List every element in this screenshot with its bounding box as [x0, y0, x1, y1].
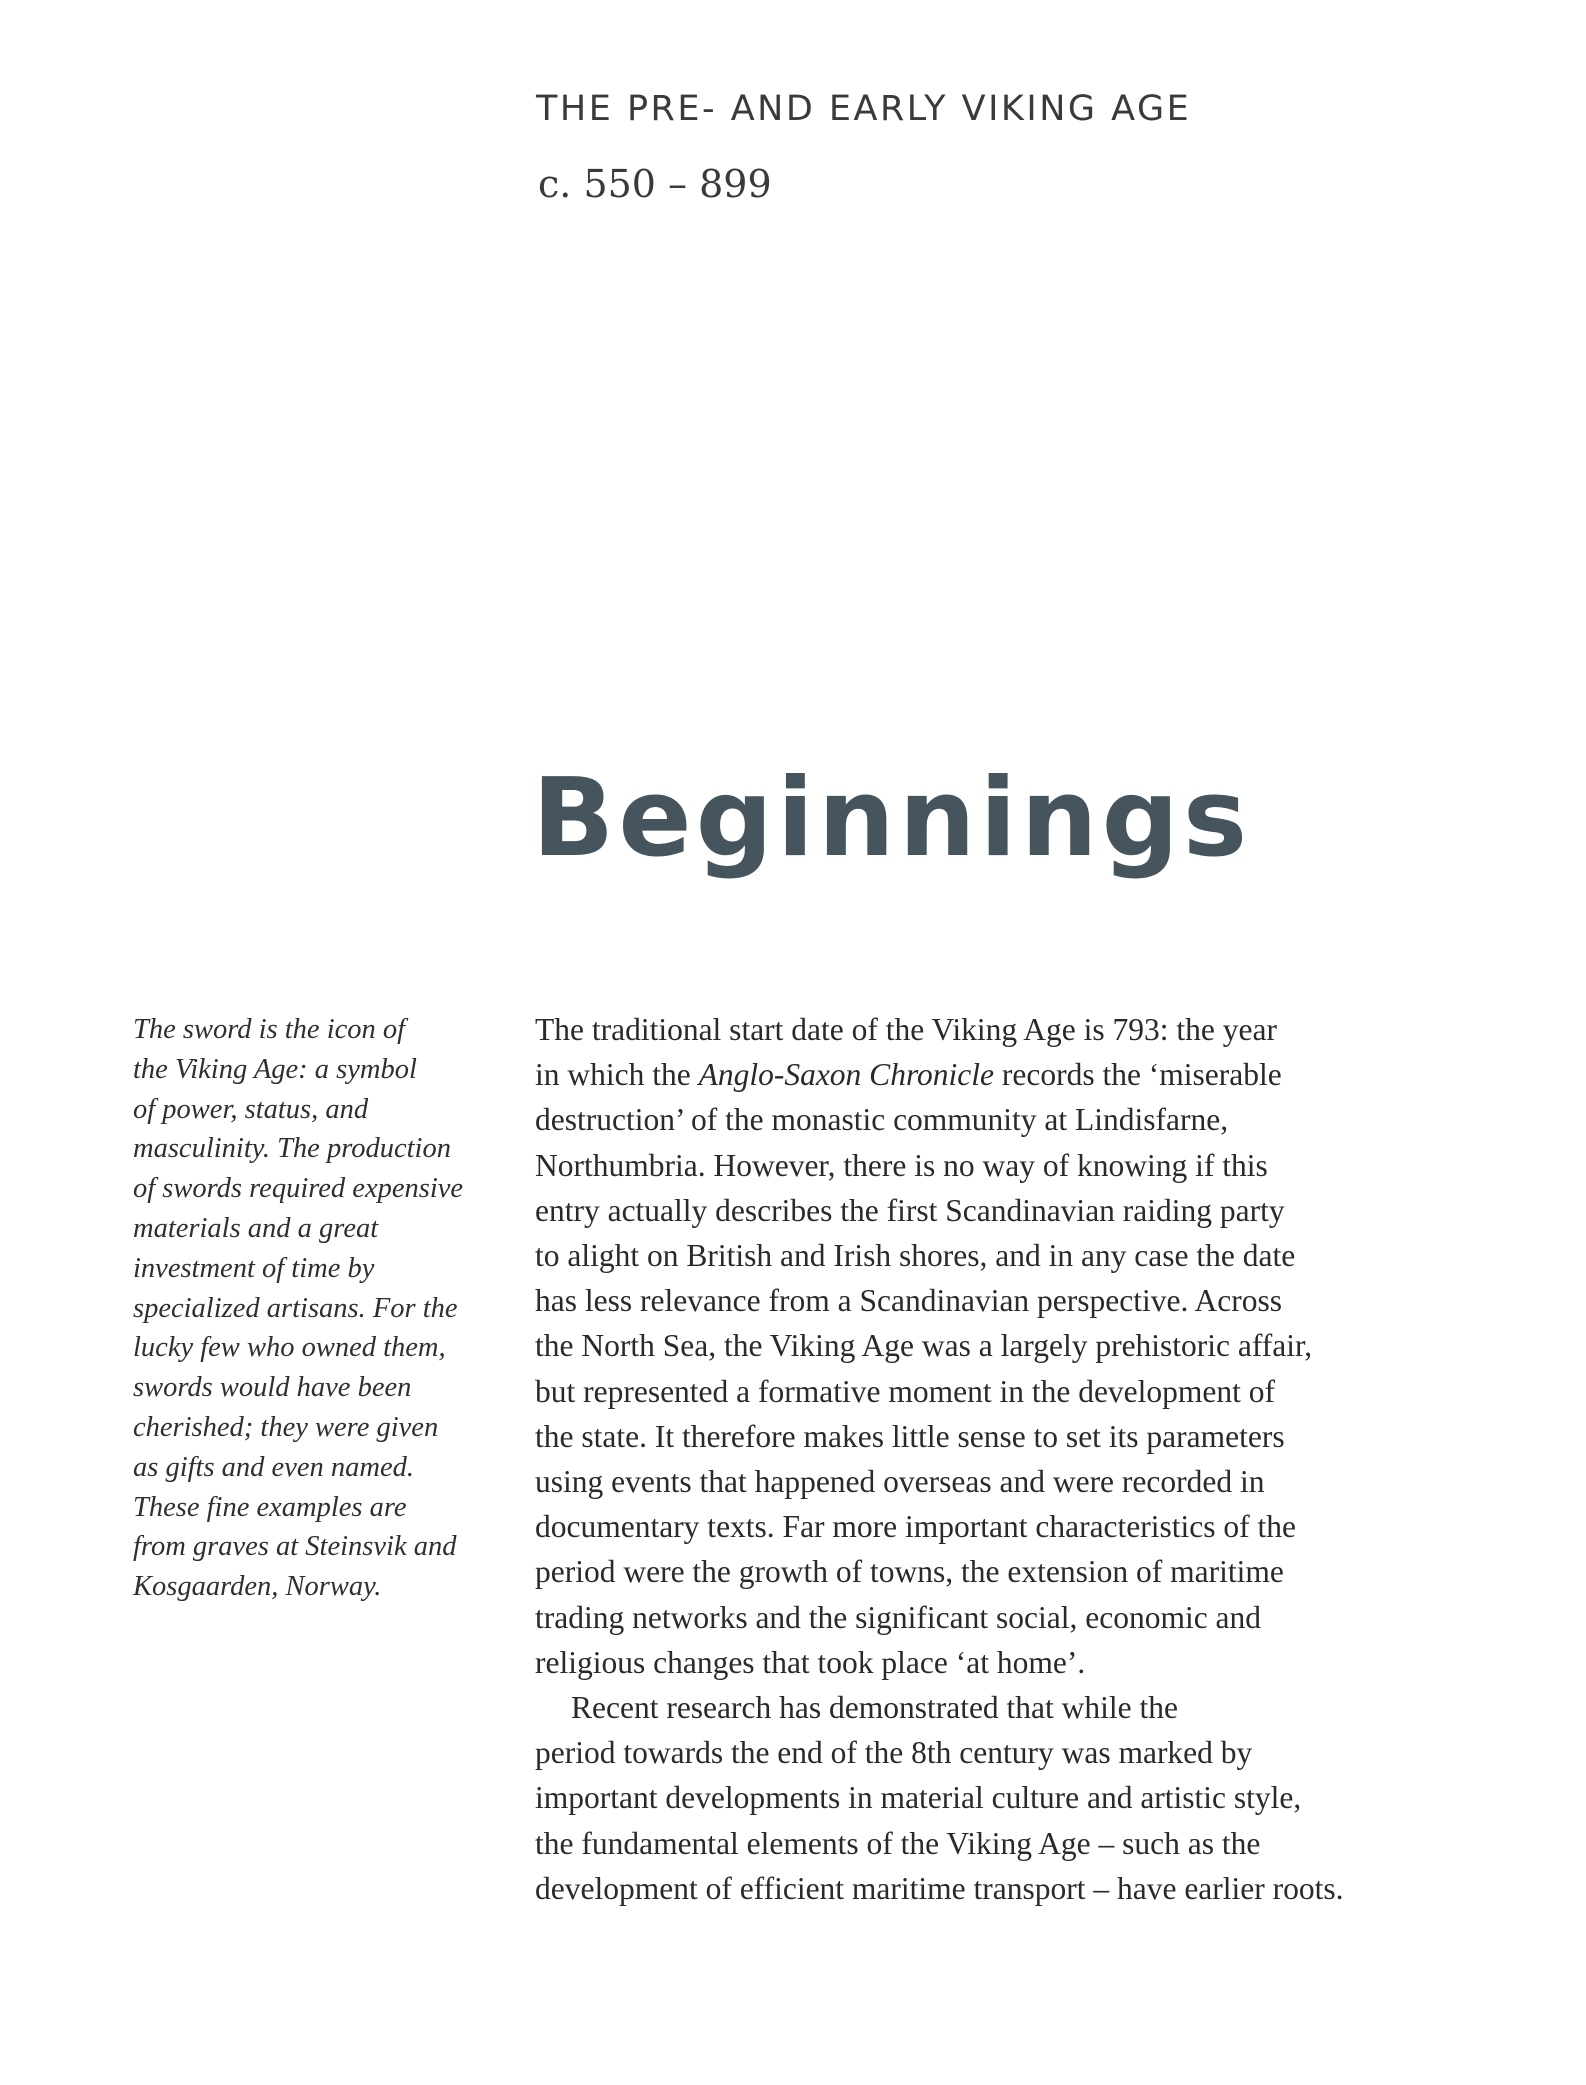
body-line: development of efficient maritime transport – have earlier roots. — [535, 1870, 1344, 1906]
caption-line: specialized artisans. For the — [133, 1292, 458, 1324]
sidebar-caption — [133, 1010, 488, 1607]
body-line: the state. It therefore makes little sense to set its parameters — [535, 1418, 1285, 1454]
body-line-text: in which the — [535, 1057, 699, 1093]
body-line: destruction’ of the monastic community at Lindisfarne, — [535, 1102, 1229, 1138]
body-line: using events that happened overseas and were recorded in — [535, 1464, 1265, 1500]
chronicle-title: Anglo-Saxon Chronicle — [698, 1057, 994, 1093]
caption-line: swords would have been — [133, 1372, 412, 1404]
caption-line: as gifts and even named. — [133, 1451, 414, 1483]
caption-line: These fine examples are — [133, 1491, 407, 1523]
caption-line: of swords required expensive — [133, 1173, 464, 1205]
paragraph-2 — [535, 1685, 1435, 1911]
body-line — [535, 1052, 1435, 1097]
caption-line: The sword is the icon of — [133, 1014, 406, 1045]
body-text — [535, 1007, 1435, 1911]
body-line: Recent research has demonstrated that while the — [571, 1690, 1179, 1726]
chapter-title: Beginnings — [532, 756, 1252, 881]
caption-line: lucky few who owned them, — [133, 1332, 446, 1364]
body-line: Northumbria. However, there is no way of knowing if this — [535, 1147, 1268, 1183]
body-line: but represented a formative moment in the development of — [535, 1373, 1276, 1409]
body-line: the fundamental elements of the Viking Age – such as the — [535, 1825, 1261, 1861]
caption-line: Kosgaarden, Norway. — [133, 1571, 382, 1603]
chapter-kicker: THE PRE- AND EARLY VIKING AGE — [536, 89, 1192, 129]
body-line: documentary texts. Far more important characteristics of the — [535, 1509, 1296, 1545]
caption-line: from graves at Steinsvik and — [133, 1531, 457, 1563]
body-line: the North Sea, the Viking Age was a largely prehistoric affair, — [535, 1328, 1313, 1364]
body-line: period were the growth of towns, the extension of maritime — [535, 1554, 1284, 1590]
body-line: period towards the end of the 8th century was marked by — [535, 1735, 1253, 1771]
body-line: entry actually describes the first Scandinavian raiding party — [535, 1192, 1285, 1228]
paragraph-1 — [535, 1007, 1435, 1685]
caption-line: materials and a great — [133, 1212, 379, 1244]
caption-line: of power, status, and — [133, 1093, 369, 1125]
caption-line: cherished; they were given — [133, 1411, 439, 1443]
body-line-text: records the ‘miserable — [994, 1057, 1282, 1093]
body-line: to alight on British and Irish shores, and in any case the date — [535, 1238, 1296, 1274]
body-line: religious changes that took place ‘at home’. — [535, 1644, 1086, 1680]
caption-line: masculinity. The production — [133, 1133, 451, 1165]
caption-line: the Viking Age: a symbol — [133, 1053, 417, 1085]
body-line: The traditional start date of the Viking Age is 793: the year — [535, 1012, 1277, 1047]
body-line: important developments in material culture and artistic style, — [535, 1780, 1302, 1816]
body-line: has less relevance from a Scandinavian perspective. Across — [535, 1283, 1282, 1319]
caption-line: investment of time by — [133, 1252, 375, 1284]
body-line: trading networks and the significant social, economic and — [535, 1599, 1262, 1635]
chapter-dates: c. 550 – 899 — [538, 162, 772, 206]
